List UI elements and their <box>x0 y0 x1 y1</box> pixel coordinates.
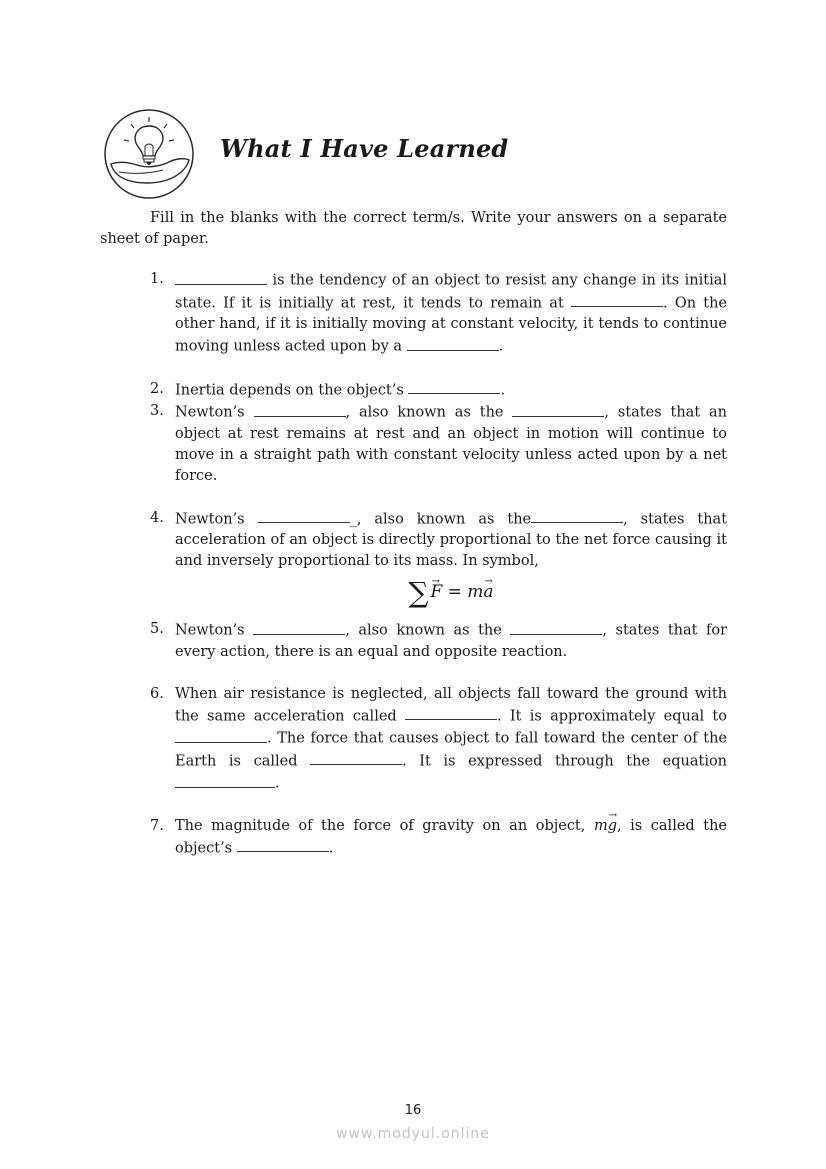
question-number: 7. <box>150 817 164 834</box>
question-number: 5. <box>150 621 164 637</box>
question-7 <box>100 816 727 860</box>
acceleration-vector: → a <box>483 582 493 603</box>
question-text: is the tendency of an object to resist any change in its initial state. If it is initially at rest, it tends to remain at <box>175 272 727 311</box>
question-number: 3. <box>150 403 164 419</box>
question-text: Newton’s <box>175 404 245 421</box>
question-text: . <box>328 840 334 856</box>
question-text: Newton’s <box>175 622 245 639</box>
answer-blank[interactable] <box>510 619 602 635</box>
question-2 <box>100 379 727 402</box>
question-text: , states that an object at rest remains at rest and an object in motion will continue to move in a straight path with constant velocity unless acted upon by a net force. <box>175 404 728 484</box>
mass-symbol: m <box>593 817 608 834</box>
question-list <box>100 269 727 859</box>
answer-blank[interactable] <box>408 379 500 395</box>
question-text: _, also known as the <box>349 511 532 527</box>
answer-blank[interactable] <box>237 837 329 853</box>
question-text: . On the other hand, if it is initially moving at constant velocity, it tends to continue moving unless acted upon by a <box>175 295 728 355</box>
answer-blank[interactable] <box>175 269 267 285</box>
answer-blank[interactable] <box>407 335 499 351</box>
newton-second-law-formula <box>100 572 727 619</box>
answer-blank[interactable] <box>405 705 497 721</box>
answer-blank[interactable] <box>258 508 350 524</box>
answer-blank[interactable] <box>175 772 275 788</box>
lightbulb-in-hand-icon <box>103 108 195 200</box>
question-text: Newton’s <box>175 511 245 527</box>
question-text: . It is expressed through the equation <box>402 753 728 769</box>
page-number: 16 <box>404 1103 422 1118</box>
question-text: , also known as the <box>345 404 504 421</box>
question-number: 2. <box>150 380 164 397</box>
summation-symbol: ∑ <box>408 576 429 609</box>
answer-blank[interactable] <box>254 401 346 417</box>
question-text: . It is approximately equal to <box>496 708 727 724</box>
question-1 <box>100 269 727 358</box>
formula-equals-mass: = m <box>447 582 484 602</box>
question-text: , states that acceleration of an object is directly proportional to the net force causing it and inversely proportional to its mass. In symbol, <box>175 511 728 569</box>
instructions: Fill in the blanks with the correct term/s. Write your answers on a separate sheet of paper. <box>100 210 727 247</box>
question-4 <box>100 508 727 573</box>
question-text: , is called the object’s <box>175 817 727 856</box>
question-number: 4. <box>150 509 164 526</box>
question-5 <box>100 619 727 663</box>
answer-blank[interactable] <box>310 750 402 766</box>
question-text: Inertia depends on the object’s <box>175 382 404 398</box>
question-text: . <box>275 775 280 792</box>
watermark: www.modyul.online <box>336 1126 490 1142</box>
gravity-vector: → g <box>608 816 617 837</box>
answer-blank[interactable] <box>531 508 623 524</box>
question-number: 1. <box>150 271 164 287</box>
answer-blank[interactable] <box>253 619 345 635</box>
question-3 <box>100 401 727 487</box>
question-number: 6. <box>150 685 164 702</box>
force-vector: → F <box>430 582 442 603</box>
question-text: . The force that causes object to fall toward the center of the Earth is called <box>175 730 727 769</box>
question-text: The magnitude of the force of gravity on an object, <box>175 817 586 834</box>
section-title: What I Have Learned <box>220 134 509 163</box>
answer-blank[interactable] <box>512 401 604 417</box>
answer-blank[interactable] <box>571 292 663 308</box>
question-text: , also known as the <box>345 622 502 639</box>
answer-blank[interactable] <box>175 727 267 743</box>
question-text: , states that for every action, there is an equal and opposite reaction. <box>175 622 728 660</box>
question-text: When air resistance is neglected, all objects fall toward the ground with the same acceleration called <box>175 685 727 724</box>
question-text: . <box>498 338 504 355</box>
question-text: . <box>500 382 506 398</box>
question-6 <box>100 684 727 795</box>
